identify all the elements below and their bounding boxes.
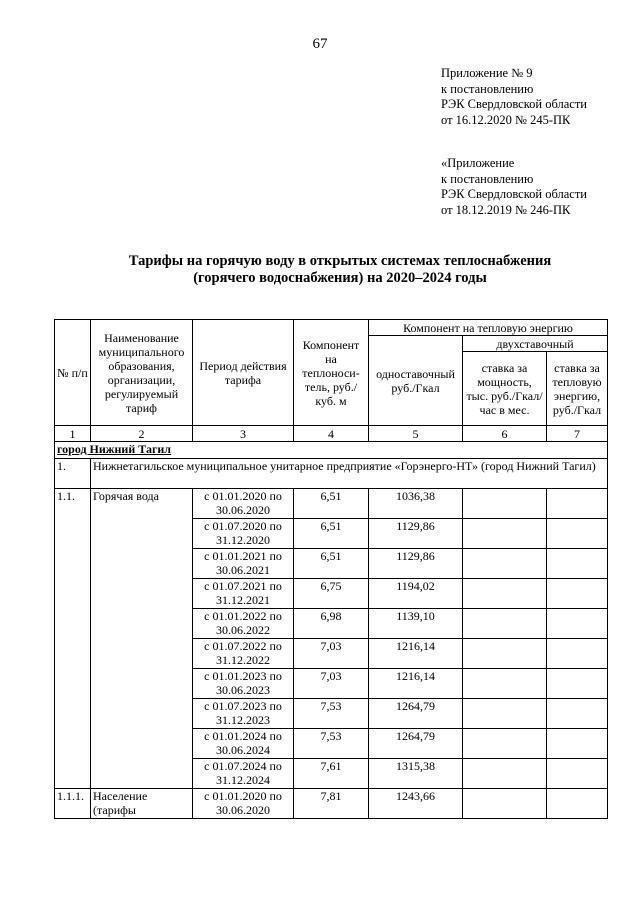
title-line: Тарифы на горячую воду в открытых системах теплоснабжения (128, 253, 552, 269)
energy-rate-cell (547, 729, 608, 759)
section-name: Горячая вода (91, 489, 193, 789)
organization-name: Нижнетагильское муниципальное унитарное предприятие «Горэнерго-НТ» (город Нижний Тагил) (91, 459, 608, 489)
capacity-rate-cell (463, 489, 547, 519)
appendix-line: РЭК Свердловской области (441, 97, 587, 111)
section-num: 1.1.1. (55, 789, 91, 819)
single-rate-cell: 1216,14 (369, 639, 463, 669)
single-rate-cell: 1139,10 (369, 609, 463, 639)
water-cell: 6,51 (294, 489, 369, 519)
header-two-rate: двухставочный (463, 336, 608, 352)
column-number: 4 (294, 426, 369, 442)
appendix-line: Приложение № 9 (441, 66, 533, 80)
water-cell: 6,75 (294, 579, 369, 609)
appendix-line: к постановлению (441, 171, 534, 186)
water-cell: 7,03 (294, 639, 369, 669)
section-num: 1.1. (55, 489, 91, 789)
appendix-line: от 18.12.2019 № 246-ПК (441, 202, 571, 217)
column-number: 1 (55, 426, 91, 442)
water-cell: 6,51 (294, 519, 369, 549)
header-component-water: Компонент на теплоноси-тель, руб./куб. м (294, 320, 369, 426)
appendix-line: «Приложение (441, 156, 515, 170)
period-cell: с 01.01.2023 по 30.06.2023 (193, 669, 294, 699)
water-cell: 7,53 (294, 699, 369, 729)
period-cell: с 01.01.2020 по 30.06.2020 (193, 789, 294, 819)
title-line: (горячего водоснабжения) на 2020–2024 годы (193, 270, 487, 286)
period-cell: с 01.07.2023 по 31.12.2023 (193, 699, 294, 729)
water-cell: 6,51 (294, 549, 369, 579)
single-rate-cell: 1194,02 (369, 579, 463, 609)
water-cell: 7,81 (294, 789, 369, 819)
capacity-rate-cell (463, 759, 547, 789)
energy-rate-cell (547, 759, 608, 789)
capacity-rate-cell (463, 639, 547, 669)
capacity-rate-cell (463, 609, 547, 639)
period-cell: с 01.01.2024 по 30.06.2024 (193, 729, 294, 759)
period-cell: с 01.01.2020 по 30.06.2020 (193, 489, 294, 519)
water-cell: 7,53 (294, 729, 369, 759)
capacity-rate-cell (463, 729, 547, 759)
energy-rate-cell (547, 699, 608, 729)
tariff-table (54, 319, 608, 819)
period-cell: с 01.07.2024 по 31.12.2024 (193, 759, 294, 789)
period-cell: с 01.07.2020 по 31.12.2020 (193, 519, 294, 549)
section-name: Население (тарифы (91, 789, 193, 819)
table-row (55, 489, 608, 519)
table-row (55, 789, 608, 819)
column-number: 3 (193, 426, 294, 442)
header-single-rate: одноставочный руб./Гкал (369, 336, 463, 426)
single-rate-cell: 1315,38 (369, 759, 463, 789)
energy-rate-cell (547, 609, 608, 639)
single-rate-cell: 1216,14 (369, 669, 463, 699)
energy-rate-cell (547, 519, 608, 549)
energy-rate-cell (547, 549, 608, 579)
appendix-previous (441, 156, 587, 218)
column-number: 6 (463, 426, 547, 442)
water-cell: 7,61 (294, 759, 369, 789)
single-rate-cell: 1264,79 (369, 699, 463, 729)
header-component-heat: Компонент на тепловую энергию (369, 320, 608, 336)
document-title (60, 253, 620, 287)
header-name: Наименование муниципального образования, организации, регулируемый тариф (91, 320, 193, 426)
organization-num: 1. (55, 459, 91, 489)
energy-rate-cell (547, 639, 608, 669)
single-rate-cell: 1129,86 (369, 519, 463, 549)
page-number: 67 (312, 36, 328, 52)
header-row (55, 320, 608, 336)
energy-rate-cell (547, 579, 608, 609)
column-number: 2 (91, 426, 193, 442)
energy-rate-cell (547, 489, 608, 519)
single-rate-cell: 1264,79 (369, 729, 463, 759)
municipality-name: город Нижний Тагил (55, 442, 608, 459)
period-cell: с 01.07.2021 по 31.12.2021 (193, 579, 294, 609)
water-cell: 7,03 (294, 669, 369, 699)
capacity-rate-cell (463, 699, 547, 729)
single-rate-cell: 1036,38 (369, 489, 463, 519)
single-rate-cell: 1243,66 (369, 789, 463, 819)
energy-rate-cell (547, 669, 608, 699)
capacity-rate-cell (463, 579, 547, 609)
header-capacity-rate: ставка за мощность, тыс. руб./Гкал/час в мес. (463, 352, 547, 426)
capacity-rate-cell (463, 549, 547, 579)
column-number: 7 (547, 426, 608, 442)
column-number-row (55, 426, 608, 442)
header-period: Период действия тарифа (193, 320, 294, 426)
period-cell: с 01.07.2022 по 31.12.2022 (193, 639, 294, 669)
appendix-line: от 16.12.2020 № 245-ПК (441, 112, 571, 127)
column-number: 5 (369, 426, 463, 442)
period-cell: с 01.01.2021 по 30.06.2021 (193, 549, 294, 579)
appendix-current (441, 66, 587, 128)
water-cell: 6,98 (294, 609, 369, 639)
capacity-rate-cell (463, 519, 547, 549)
period-cell: с 01.01.2022 по 30.06.2022 (193, 609, 294, 639)
single-rate-cell: 1129,86 (369, 549, 463, 579)
municipality-row (55, 442, 608, 459)
header-num: № п/п (55, 320, 91, 426)
appendix-line: РЭК Свердловской области (441, 187, 587, 201)
capacity-rate-cell (463, 789, 547, 819)
header-energy-rate: ставка за тепловую энергию, руб./Гкал (547, 352, 608, 426)
organization-row (55, 459, 608, 489)
appendix-line: к постановлению (441, 81, 534, 96)
energy-rate-cell (547, 789, 608, 819)
capacity-rate-cell (463, 669, 547, 699)
